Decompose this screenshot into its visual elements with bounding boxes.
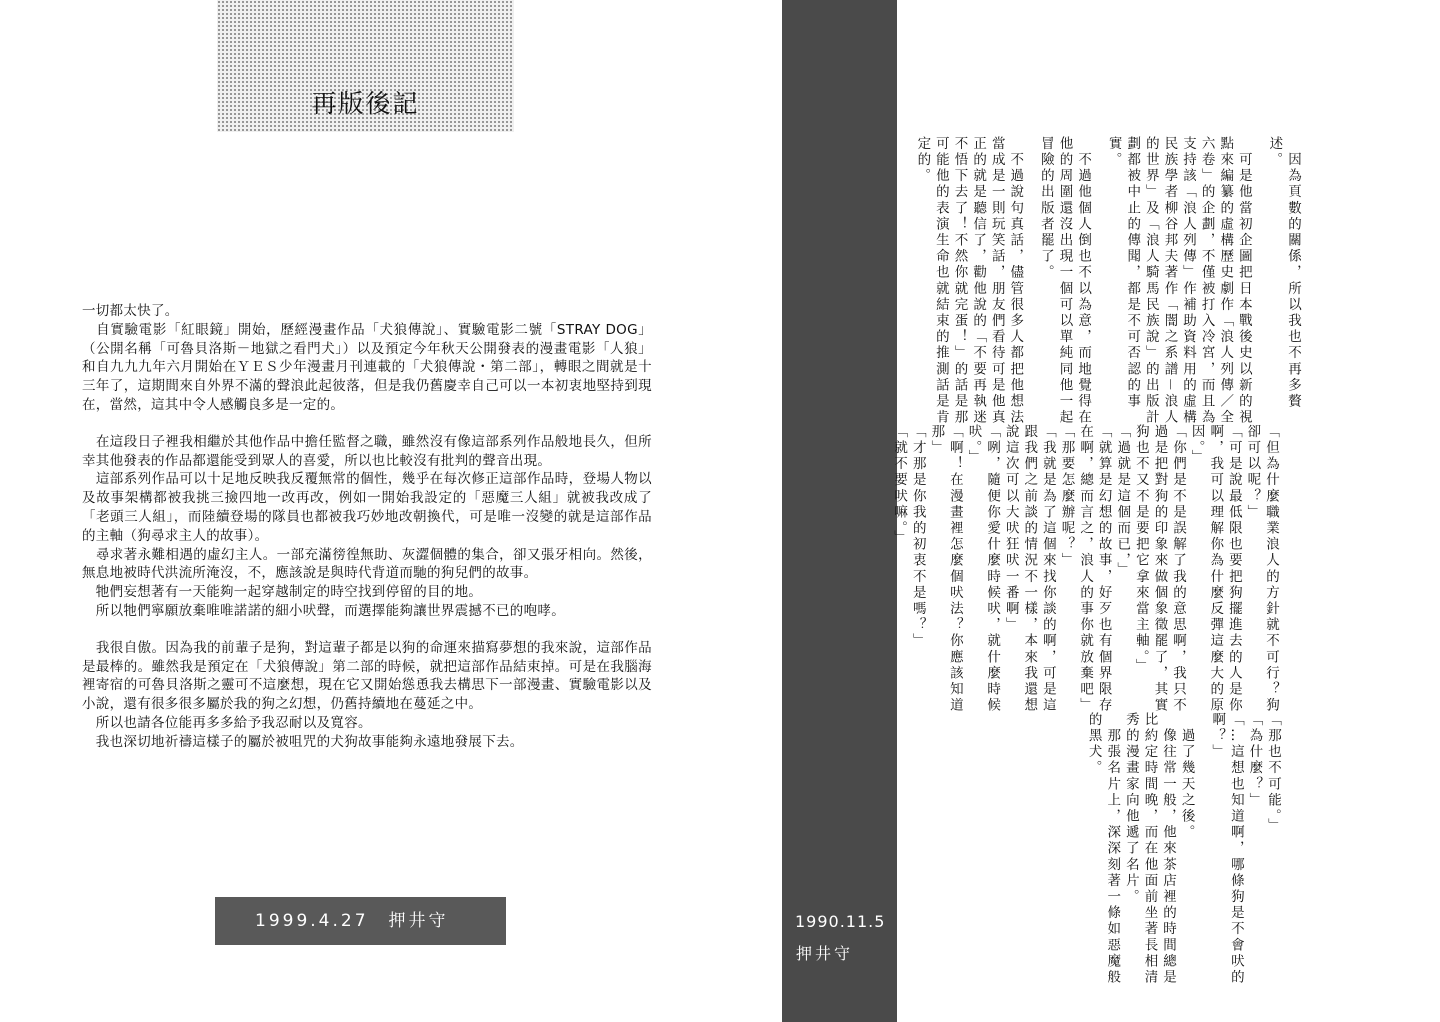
paragraph: 尋求著永難相遇的虛幻主人。一部充滿徬徨無助、灰澀個體的集合，卻又張牙相向。然後，無息地被時代洪流所淹沒，不，應該說是與時代背道而馳的狗兒們的故事。 bbox=[82, 546, 652, 582]
paragraph: 不過他個人倒也不以為意，而地覺得在他的周圍還沒出現一個可以單純同他一起冒險的出版者罷了。 bbox=[1037, 136, 1092, 426]
paragraph: 過了幾天之後。 bbox=[1178, 712, 1195, 841]
paragraph: 「那也不可能。」 bbox=[1265, 712, 1281, 835]
paragraph: 「就不要吠嘛。」 bbox=[891, 424, 908, 547]
paragraph: 我很自傲。因為我的前輩子是狗，對這輩子都是以狗的命運來描寫夢想的我來說，這部作品是最棒的。雖然我是預定在「犬狼傳說」第二部的時候，就把這部作品結束掉。可是在我腦海裡寄宿的可魯貝洛斯之靈可不這麼想，現在它又開始慫恿我去構思下一部漫畫、實驗電影以及小說，還有很多很多屬於我的狗之幻想，仍舊持續地在蔓延之中。 bbox=[82, 639, 652, 713]
paragraph: 「就算是幻想的故事，好歹也有個界限存在啊，總而言之，浪人的事你就放棄吧」 bbox=[1077, 424, 1112, 714]
paragraph: 「咧，隨便你愛什麼時候吠，就什麼時候吠。」 bbox=[965, 424, 1001, 714]
vertical-text-top bbox=[913, 136, 1302, 426]
paragraph: 「那要怎麼辦呢？」 bbox=[1058, 424, 1075, 569]
vertical-text-middle bbox=[890, 424, 1280, 714]
signature-box-left bbox=[215, 897, 506, 945]
paragraph: 自實驗電影「紅眼鏡」開始，歷經漫畫作品「犬狼傳說」、實驗電影二號「STRAY DOG」（公開名稱「可魯貝洛斯－地獄之看門犬」）以及預定今年秋天公開發表的漫畫電影「人狼」和自九九九年六月開始在ＹＥＳ少年漫畫月刊連載的「犬狼傳說・第二部」，轉眼之間就是十三年了，這期間來自外界不滿的聲浪此起彼落，但是我仍舊慶幸自己可以一本初衷地堅持到現在，當然，這其中令人感觸良多是一定的。 bbox=[82, 321, 652, 413]
signature-date: 1990.11.5 bbox=[795, 912, 886, 931]
paragraph: 這部系列作品可以十足地反映我反覆無常的個性，幾乎在每次修正這部作品時，登場人物以及故事架構都被我挑三撿四地一改再改，例如一開始我設定的「惡魔三人組」就被我改成了「老頭三人組」，而陸續登場的隊員也都被我巧妙地改朝換代，可是唯一沒變的就是這部作品的主軸（狗尋求主人的故事）。 bbox=[82, 471, 652, 544]
paragraph: 「可是說最低限也要把狗擺進去的人是你啊，我可以理解你為什麼反彈這麼大的原因。」 bbox=[1188, 424, 1242, 714]
paragraph: 不過說句真話，儘管很多人都把他想法當成是一則玩笑話，朋友們看待可是他真正的就是聽信了，勸他說的「不要再執迷不悟下去了！不然你就完蛋！」的話是那可能他的表演生命也就結束的推測話是肯定的。 bbox=[914, 136, 1024, 426]
paragraph: 「啊！在漫畫裡怎麼個吠法？你應該知道那」 bbox=[928, 424, 963, 714]
paragraph: 在這段日子裡我相繼於其他作品中擔任監督之職，雖然沒有像這部系列作品般地長久，但所幸其他發表的作品都還能受到眾人的喜愛，所以也比較沒有批判的聲音出現。 bbox=[82, 433, 652, 469]
paragraph: 可是他當初企圖把日本戰後史以新的視點來編纂的虛構歷史劇作「浪人列傳／全六卷」的企劃，不僅被打入冷宮，而且為支持該「浪人列傳」作補助資料用的虛構民族學者柳谷邦夫著作「闇之系譜－浪人的世界」及「浪人騎馬民族說」的出版計劃都被中止的傳聞，都是不可否認的事實。 bbox=[1105, 136, 1252, 426]
spine-band bbox=[782, 0, 897, 1022]
paragraph: 因為頁數的關係，所以我也不再多贅述。 bbox=[1266, 136, 1301, 410]
paragraph: 所以也請各位能再多多給予我忍耐以及寬容。 bbox=[82, 714, 372, 731]
paragraph: 那張名片上，深深刻著一條如惡魔般的黑犬。 bbox=[1085, 712, 1121, 986]
paragraph: 牠們妄想著有一天能夠一起穿越制定的時空找到停留的目的地。 bbox=[82, 584, 483, 601]
paragraph: 「才那是你我的初衷不是嗎？」 bbox=[909, 424, 926, 650]
paragraph: 「但為什麼職業浪人的方針就不可行？狗卻可以呢？」 bbox=[1244, 424, 1279, 714]
paragraph: 「為什麼？」 bbox=[1246, 712, 1263, 809]
page-title: 再版後記 bbox=[311, 89, 420, 118]
paragraph: 像往常一般，他來茶店裡的時間總是比約定時間晚，而在他面前坐著長相清秀的漫畫家向他遞了名片。 bbox=[1122, 712, 1177, 986]
paragraph: 一切都太快了。 bbox=[82, 303, 179, 319]
paragraph: 我也深切地祈禱這樣子的屬於被咀咒的犬狗故事能夠永遠地發展下去。 bbox=[82, 733, 524, 750]
signature-name: 押井守 bbox=[796, 944, 854, 963]
paragraph: 「…這想也知道啊，哪條狗是不會吠的啊？」 bbox=[1209, 712, 1244, 986]
paragraph: 「過就是這個而已，」 bbox=[1114, 424, 1131, 579]
paragraph: 「我就是為了這個來找你談的啊，可是這跟我們之前談的情況不一樣，本來我還想說這次可以大吠狂吠一番啊」 bbox=[1002, 424, 1056, 714]
paragraph: 所以牠們寧願放棄唯唯諾諾的細小吠聲，而選擇能夠讓世界震撼不已的咆哮。 bbox=[82, 602, 565, 619]
afterword-body bbox=[82, 302, 652, 752]
title-banner bbox=[217, 0, 514, 132]
signature-text: 1999.4.27 押井守 bbox=[255, 911, 449, 931]
paragraph: 「你們是不是誤解了我的意思啊，我只不過是把對狗的印象來做個象徵罷了，其實狗也不又不是要把它拿來當主軸。」 bbox=[1132, 424, 1187, 714]
vertical-text-bottom bbox=[1084, 712, 1282, 992]
